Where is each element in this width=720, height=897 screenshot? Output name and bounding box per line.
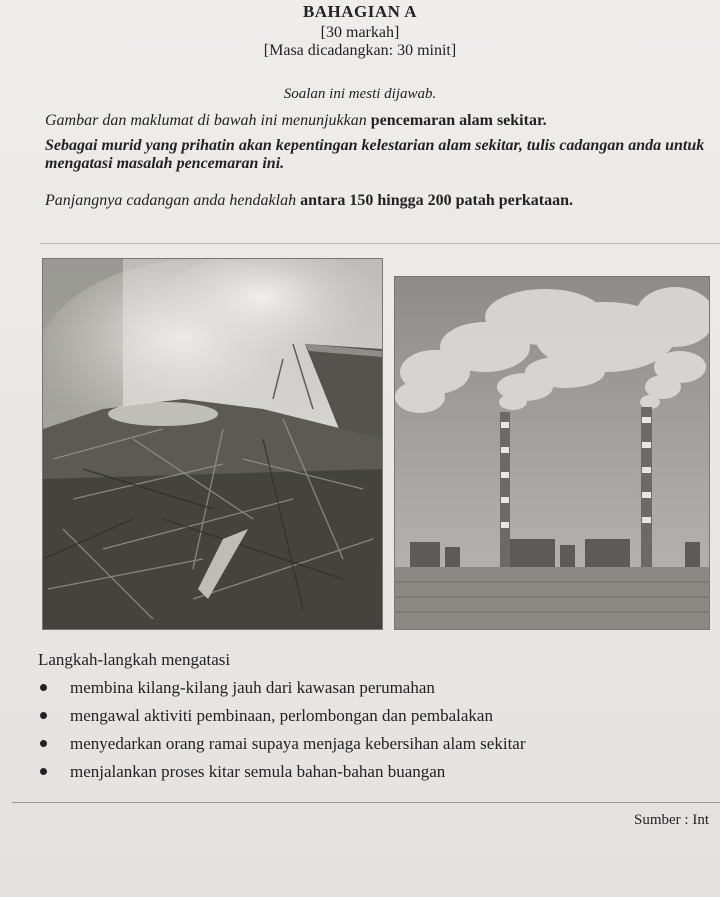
time-label: [Masa dicadangkan: 30 minit] — [263, 42, 457, 59]
question-paragraph-1: Gambar dan maklumat di bawah ini menunjukkan pencemaran alam sekitar. — [45, 112, 547, 129]
bullet-icon — [40, 712, 47, 719]
instruction-text: Soalan ini mesti dijawab. — [283, 86, 437, 102]
list-item: membina kilang-kilang jauh dari kawasan perumahan — [40, 678, 526, 706]
list-item: menyedarkan orang ramai supaya menjaga kebersihan alam sekitar — [40, 734, 526, 762]
question-paragraph-2: Sebagai murid yang prihatin akan kepentingan kelestarian alam sekitar, tulis cadangan anda untuk mengatasi masalah pencemaran ini. — [45, 137, 705, 172]
list-item: menjalankan proses kitar semula bahan-bahan buangan — [40, 762, 526, 790]
bullet-icon — [40, 684, 47, 691]
list-item: mengawal aktiviti pembinaan, perlombongan dan pembalakan — [40, 706, 526, 734]
section-title: BAHAGIAN A — [302, 2, 418, 21]
marks-label: [30 markah] — [320, 24, 400, 41]
burning-rubbish-photo — [42, 258, 383, 630]
stimulus-bottom-border — [12, 802, 720, 803]
steps-title: Langkah-langkah mengatasi — [38, 650, 231, 669]
steps-list — [40, 678, 526, 790]
factory-chimneys-smoke-photo — [394, 276, 710, 630]
source-label: Sumber : Int — [634, 812, 709, 828]
question-paragraph-3: Panjangnya cadangan anda hendaklah antara 150 hingga 200 patah perkataan. — [45, 192, 573, 209]
bullet-icon — [40, 740, 47, 747]
stimulus-top-border — [40, 243, 720, 244]
bullet-icon — [40, 768, 47, 775]
